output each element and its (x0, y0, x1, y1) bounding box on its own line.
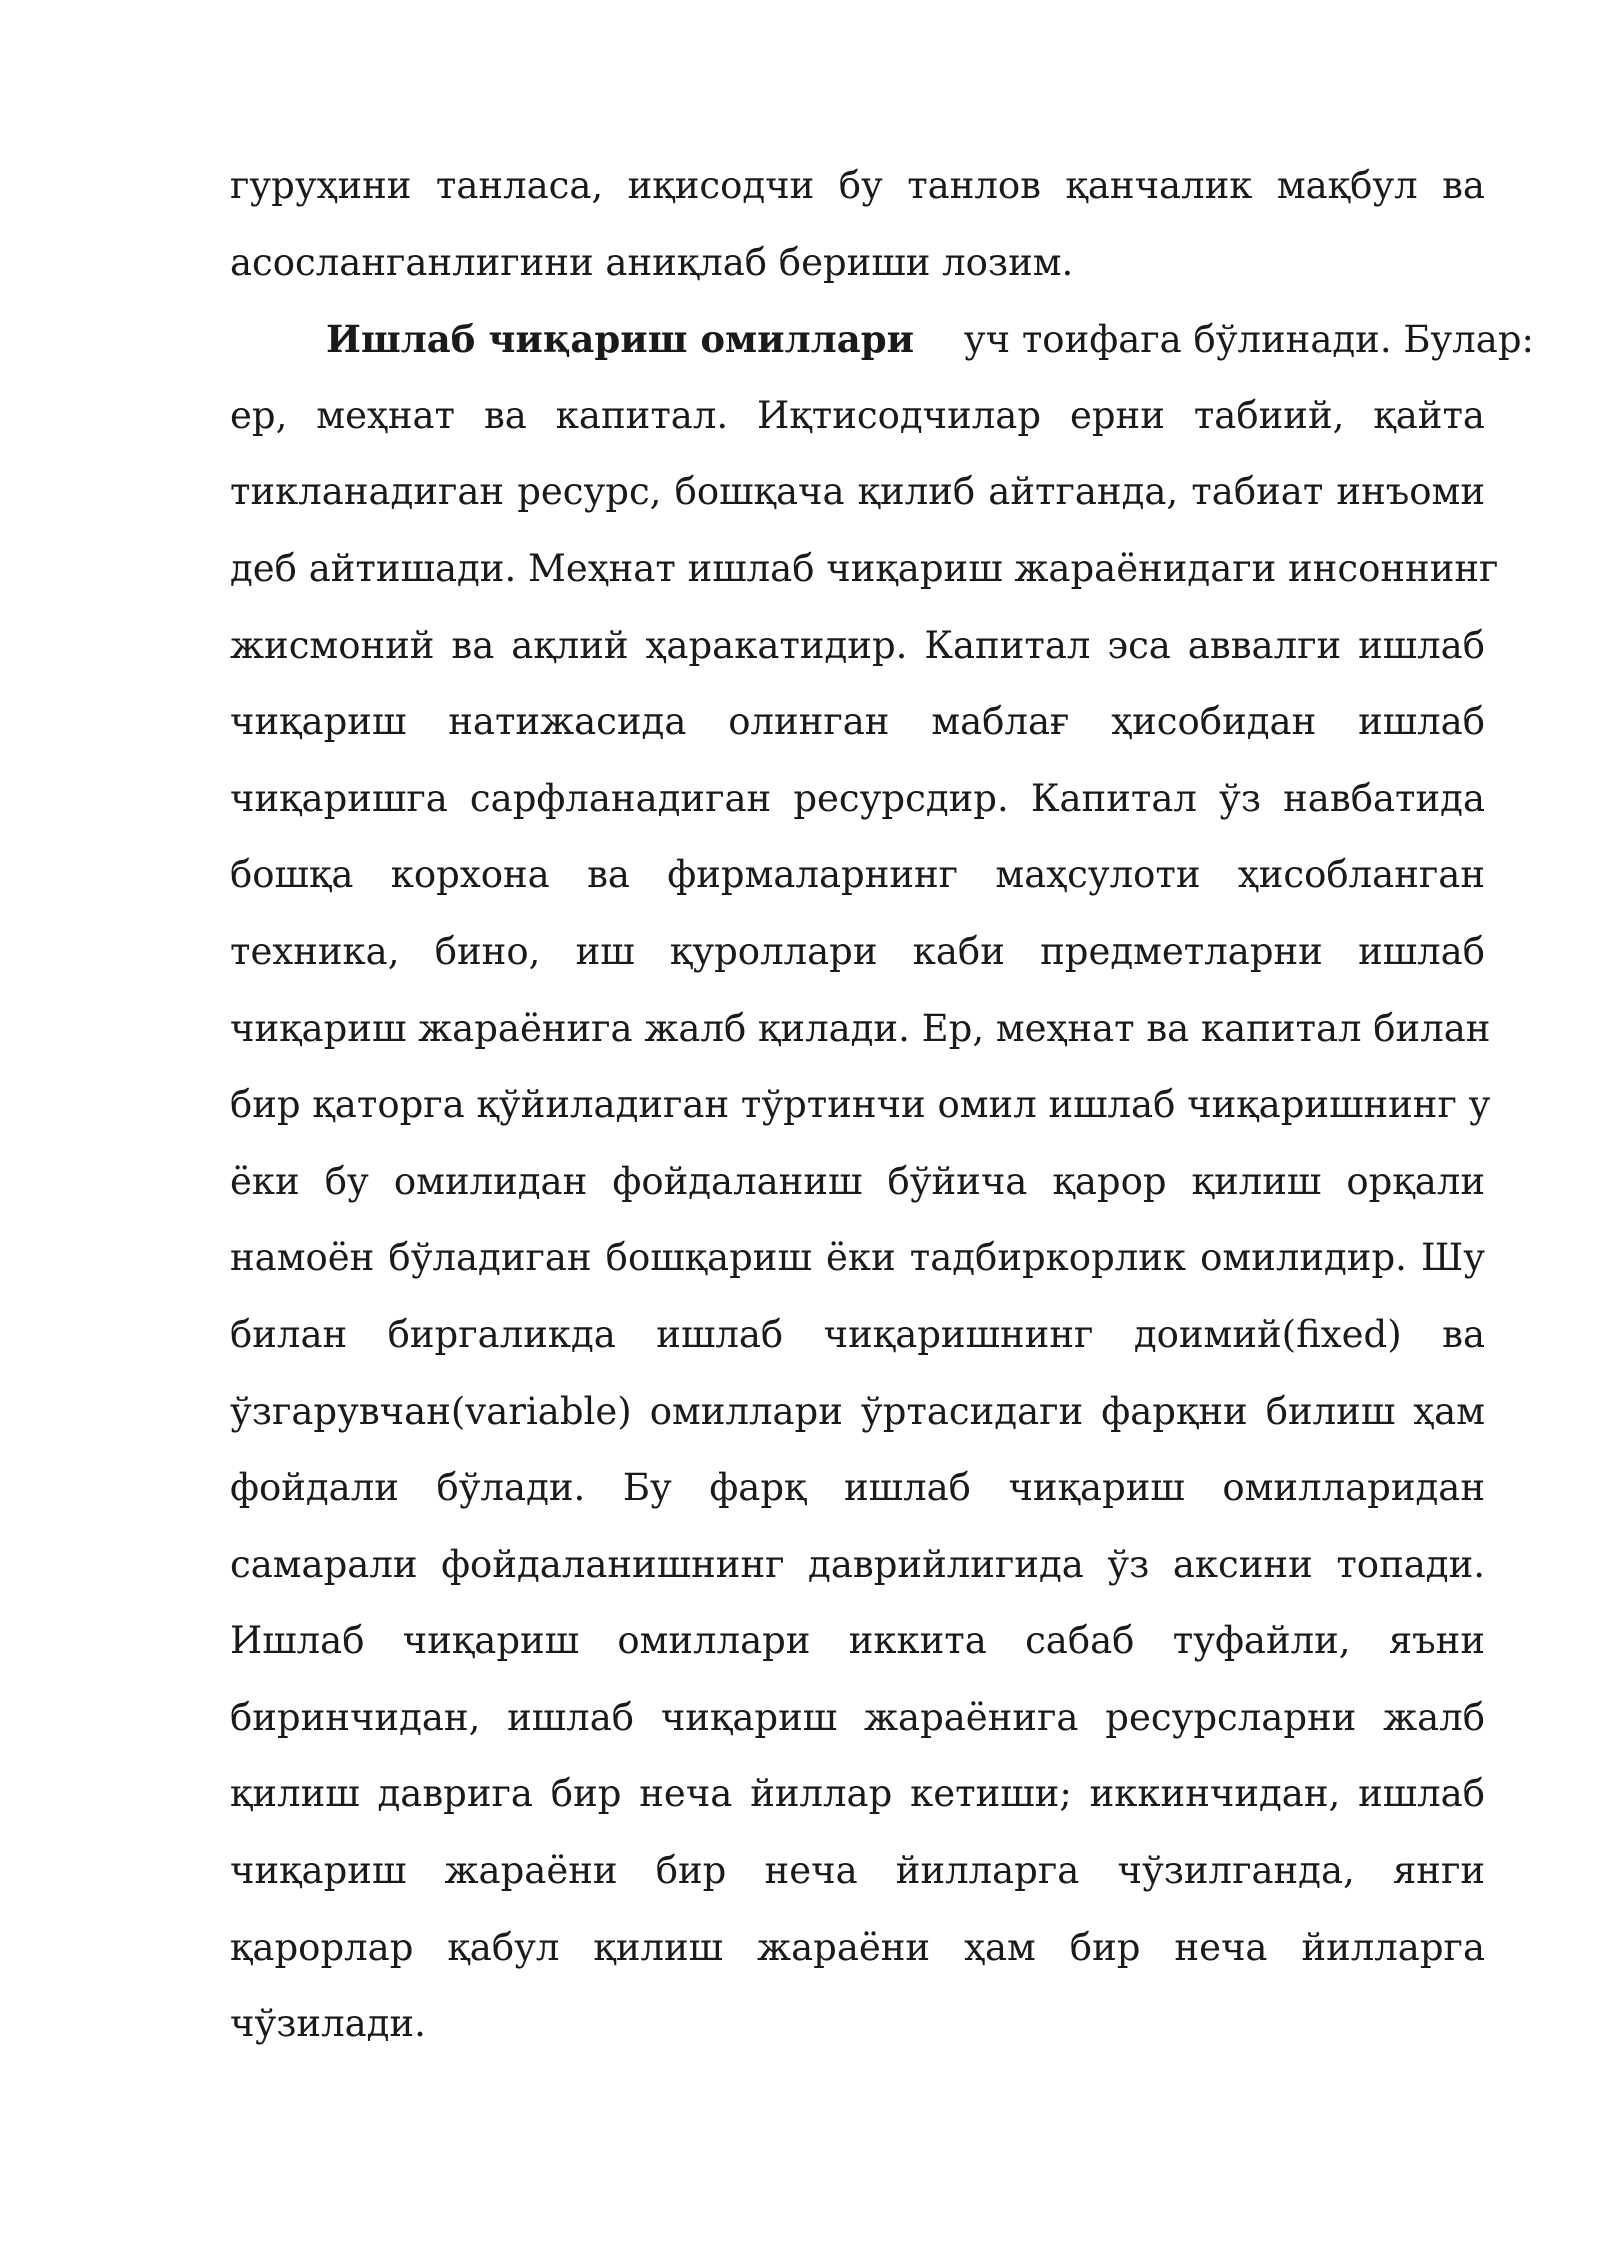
body-text (230, 148, 1535, 2063)
text-line: чиқариш натижасида олинган маблағ ҳисобидан ишлаб (230, 700, 1485, 744)
text-line: ўзгарувчан(variable) омиллари ўртасидаги фарқни билиш ҳам (230, 1389, 1485, 1433)
text-line: фойдали бўлади. Бу фарқ ишлаб чиқариш омилларидан (230, 1466, 1485, 1510)
text-line: намоён бўладиган бошқариш ёки тадбиркорлик омилидир. Шу (230, 1236, 1485, 1280)
text-line: деб айтишади. Меҳнат ишлаб чиқариш жараёнидаги инсоннинг (230, 546, 1499, 590)
text-line: чўзилади. (230, 2002, 426, 2046)
text-line: чиқариш жараёнига жалб қилади. Ер, меҳнат ва капитал билан (230, 1006, 1491, 1050)
text-line: бир қаторга қўйиладиган тўртинчи омил ишлаб чиқаришнинг у (230, 1083, 1491, 1127)
text-line: чиқаришга сарфланадиган ресурсдир. Капитал ўз навбатида (230, 776, 1485, 820)
text-line: қарорлар қабул қилиш жараёни ҳам бир неча йилларга (230, 1925, 1485, 1969)
text-line: самарали фойдаланишнинг даврийлигида ўз аксини топади. (230, 1542, 1485, 1586)
text-line: бошқа корхона ва фирмаларнинг маҳсулоти ҳисобланган (230, 853, 1485, 897)
text-line: Ишлаб чиқариш омиллари иккита сабаб туфайли, яъни (230, 1619, 1485, 1663)
text-line: билан биргаликда ишлаб чиқаришнинг доимий(fixed) ва (230, 1312, 1485, 1356)
text-line: ер, меҳнат ва капитал. Иқтисодчилар ерни табиий, қайта (230, 393, 1485, 437)
bold-term: Ишлаб чиқариш омиллари (326, 317, 915, 362)
text-line: чиқариш жараёни бир неча йилларга чўзилганда, янги (230, 1849, 1485, 1893)
text-line: асосланганлигини аниқлаб бериши лозим. (230, 240, 1074, 284)
text-line: биринчидан, ишлаб чиқариш жараёнига ресурсларни жалб (230, 1695, 1485, 1739)
text-line: гуруҳини танласа, иқисодчи бу танлов қанчалик мақбул ва (230, 164, 1485, 207)
text-line: қилиш даврига бир неча йиллар кетиши; иккинчидан, ишлаб (230, 1772, 1485, 1816)
paragraph-first-line (230, 301, 1535, 378)
text-line: ёки бу омилидан фойдаланиш бўйича қарор қилиш орқали (230, 1159, 1485, 1203)
text-line: жисмоний ва ақлий ҳаракатидир. Капитал эса аввалги ишлаб (230, 623, 1485, 667)
text-line: техника, бино, иш қуроллари каби предметларни ишлаб (230, 929, 1485, 973)
text-run: уч тоифага бўлинади. Булар: (963, 318, 1535, 362)
text-line: тикланадиган ресурс, бошқача қилиб айтганда, табиат инъоми (230, 470, 1485, 514)
